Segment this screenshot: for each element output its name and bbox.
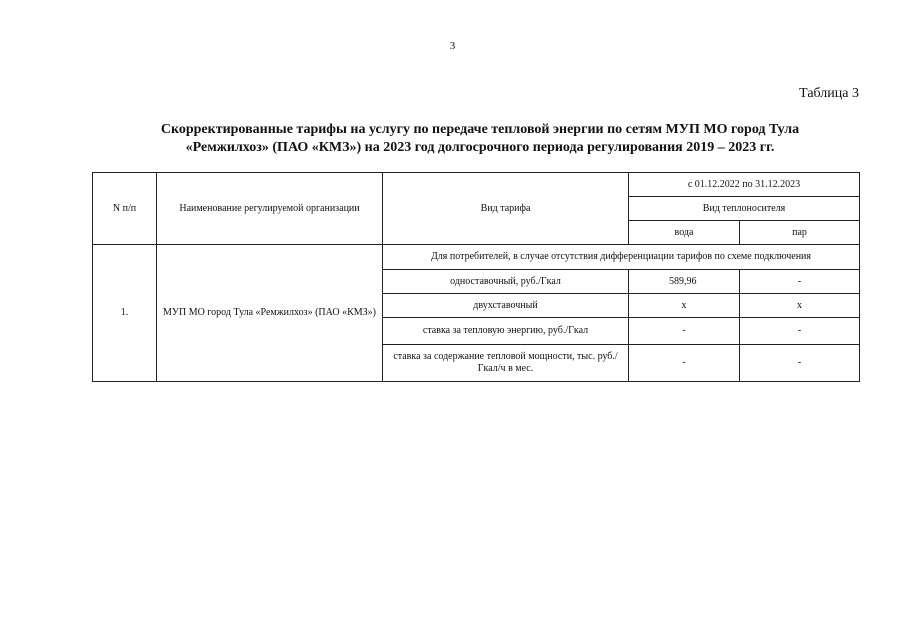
tariff-water-value: 589,96	[629, 270, 740, 294]
header-number: N п/п	[93, 173, 157, 245]
tariff-steam-value: -	[740, 318, 860, 345]
tariff-label: двухставочный	[383, 294, 629, 318]
header-carrier: Вид теплоносителя	[629, 197, 860, 221]
row-organization: МУП МО город Тула «Ремжилхоз» (ПАО «КМЗ»)	[157, 245, 383, 382]
header-tariff-type: Вид тарифа	[383, 173, 629, 245]
tariff-water-value: -	[629, 318, 740, 345]
header-period: с 01.12.2022 по 31.12.2023	[629, 173, 860, 197]
row-number: 1.	[93, 245, 157, 382]
header-steam: пар	[740, 221, 860, 245]
tariff-label: ставка за содержание тепловой мощности, тыс. руб./Гкал/ч в мес.	[383, 345, 629, 382]
title-line-1: Скорректированные тарифы на услугу по передаче тепловой энергии по сетям МУП МО город Тула	[160, 122, 800, 137]
header-organization: Наименование регулируемой организации	[157, 173, 383, 245]
table-row	[93, 245, 860, 270]
header-water: вода	[629, 221, 740, 245]
tariff-label: ставка за тепловую энергию, руб./Гкал	[383, 318, 629, 345]
table-label: Таблица 3	[799, 86, 859, 101]
tariff-water-value: х	[629, 294, 740, 318]
tariff-table	[92, 172, 860, 382]
document-title	[110, 121, 850, 157]
title-line-2: «Ремжилхоз» (ПАО «КМЗ») на 2023 год долгосрочного периода регулирования 2019 – 2023 гг.	[185, 140, 775, 155]
header-row-1	[93, 173, 860, 197]
consumers-note: Для потребителей, в случае отсутствия дифференциации тарифов по схеме подключения	[383, 245, 860, 270]
tariff-steam-value: х	[740, 294, 860, 318]
tariff-water-value: -	[629, 345, 740, 382]
tariff-steam-value: -	[740, 270, 860, 294]
tariff-label: одноставочный, руб./Гкал	[383, 270, 629, 294]
tariff-steam-value: -	[740, 345, 860, 382]
page-number: 3	[449, 40, 456, 52]
